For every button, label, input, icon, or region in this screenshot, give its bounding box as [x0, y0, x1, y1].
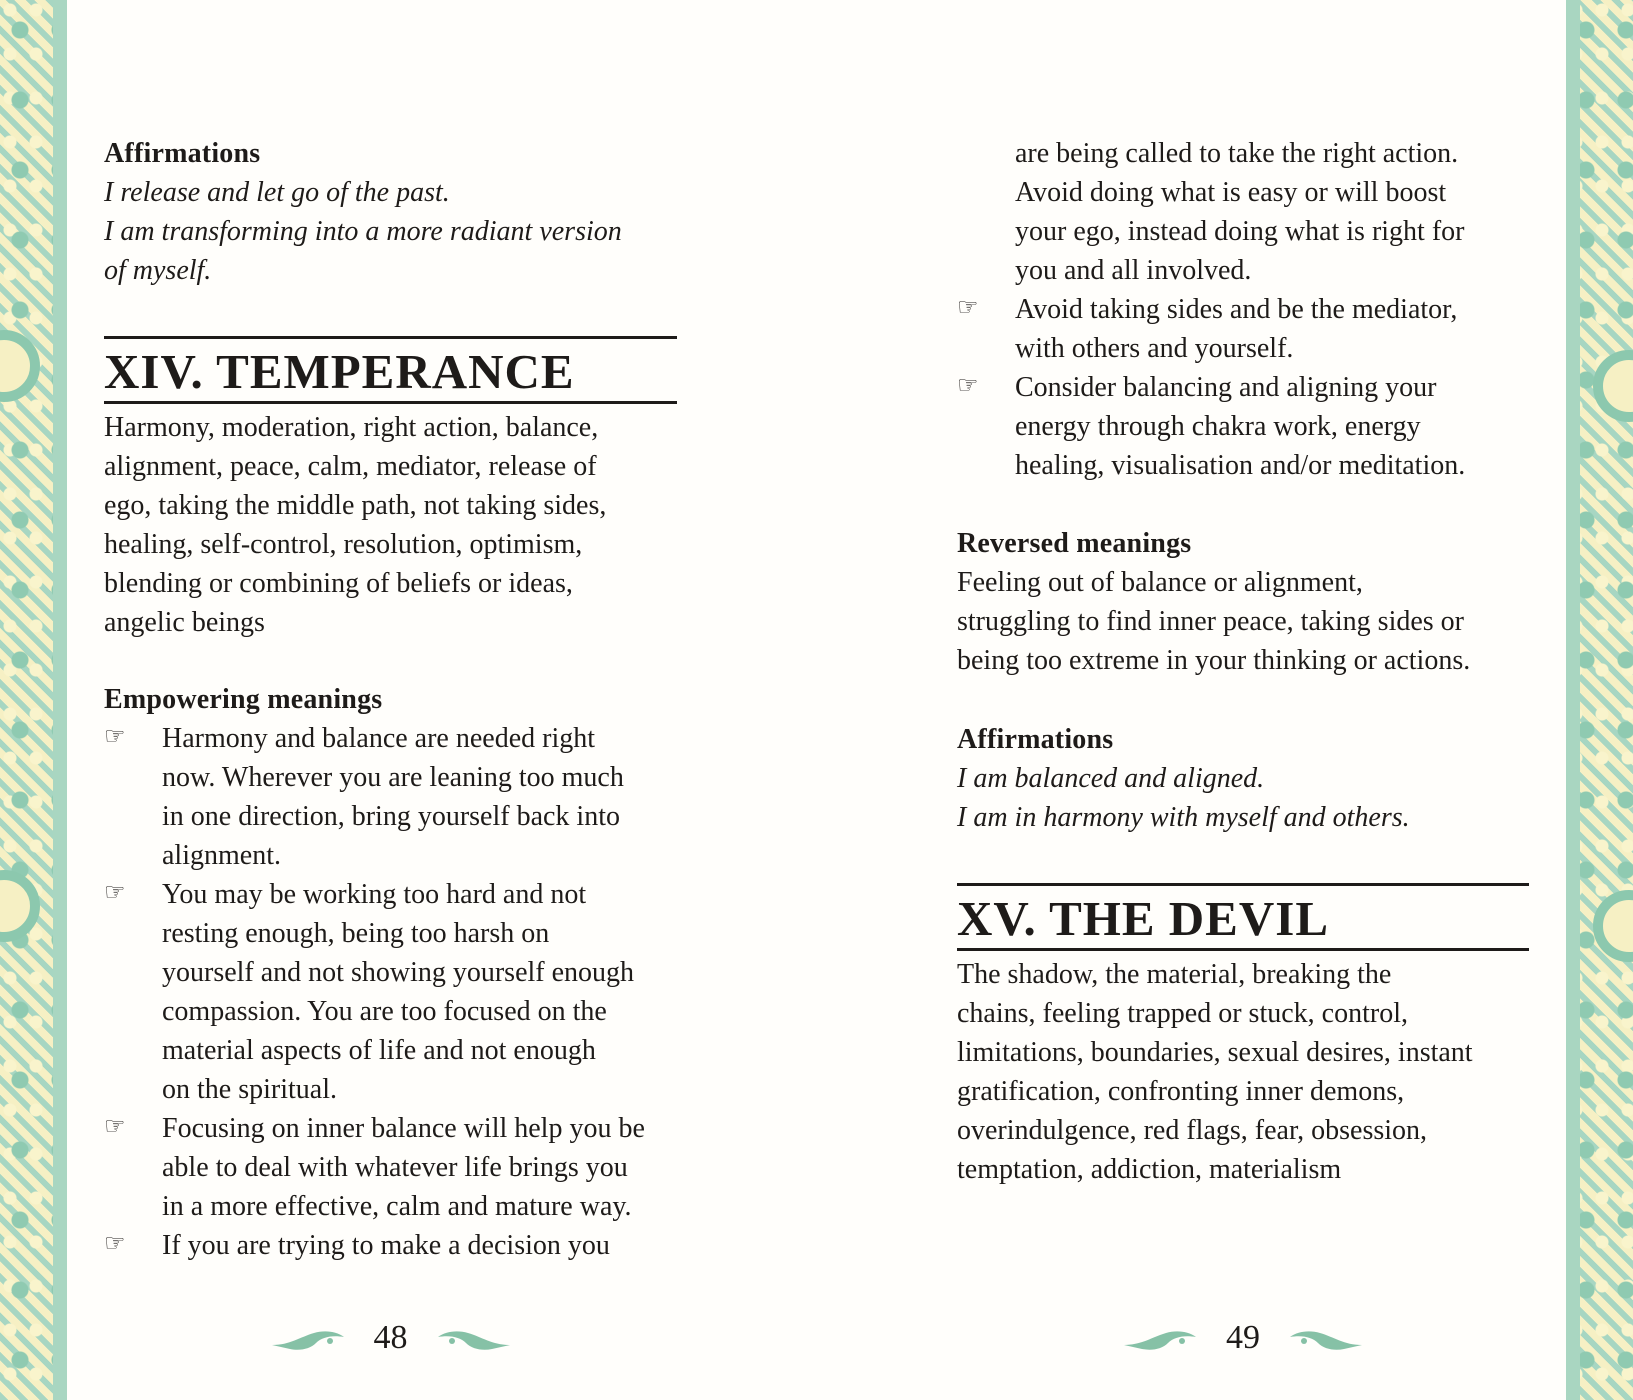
list-item: ☞ Focusing on inner balance will help you be able to deal with whatever life brings you in a more effective, calm and mature way. — [104, 1109, 677, 1226]
affirmations-heading: Affirmations — [957, 724, 1114, 755]
list-item: ☞ You may be working too hard and not resting enough, being too harsh on yourself and not showing yourself enough compassion. You are too focused on the material aspects of life and not enough on the spiritual. — [104, 875, 677, 1109]
page-number: 48 — [373, 1319, 408, 1356]
card-keywords — [104, 408, 677, 642]
affirmation-line: I am balanced and aligned. — [957, 763, 1265, 794]
reversed-section — [957, 524, 1529, 680]
right-damask-border — [1566, 0, 1633, 1400]
pointing-hand-icon: ☞ — [104, 1114, 126, 1140]
affirmations-block — [957, 720, 1529, 837]
leaf-flourish-icon — [1122, 1323, 1200, 1353]
affirmation-line: I am in harmony with myself and others. — [957, 802, 1410, 833]
list-item: ☞ Avoid taking sides and be the mediator, with others and yourself. — [957, 290, 1529, 368]
pointing-hand-icon: ☞ — [957, 295, 979, 321]
border-medallion — [0, 330, 40, 402]
list-item: ☞ If you are trying to make a decision you — [104, 1226, 677, 1265]
empowering-section — [104, 680, 677, 1265]
card-keywords — [957, 955, 1529, 1189]
reversed-line: Feeling out of balance or alignment, — [957, 567, 1363, 598]
empowering-list-continued — [957, 134, 1529, 485]
keywords-line: alignment, peace, calm, mediator, release of — [104, 451, 597, 482]
leaf-flourish-icon — [434, 1323, 512, 1353]
page-footer — [104, 1318, 677, 1358]
page-footer — [957, 1318, 1529, 1358]
keywords-line: temptation, addiction, materialism — [957, 1154, 1342, 1185]
pointing-hand-icon: ☞ — [104, 1231, 126, 1257]
pointing-hand-icon: ☞ — [957, 373, 979, 399]
keywords-line: chains, feeling trapped or stuck, control, — [957, 998, 1408, 1029]
border-medallion — [0, 870, 40, 942]
keywords-line: limitations, boundaries, sexual desires, instant — [957, 1037, 1473, 1068]
border-strip — [1566, 0, 1580, 1400]
list-item: ☞ Harmony and balance are needed right now. Wherever you are leaning too much in one direction, bring yourself back into alignment. — [104, 719, 677, 875]
keywords-line: blending or combining of beliefs or ideas, — [104, 568, 573, 599]
keywords-line: gratification, confronting inner demons, — [957, 1076, 1405, 1107]
affirmations-block — [104, 134, 677, 290]
border-strip — [53, 0, 67, 1400]
keywords-line: healing, self-control, resolution, optimism, — [104, 529, 583, 560]
empowering-list — [104, 719, 677, 1265]
empowering-heading: Empowering meanings — [104, 684, 383, 715]
left-page — [104, 0, 677, 1400]
left-damask-border — [0, 0, 67, 1400]
border-medallion — [1593, 350, 1633, 422]
affirmation-line: I am transforming into a more radiant version — [104, 216, 622, 247]
list-item: are being called to take the right action. Avoid doing what is easy or will boost your ego, instead doing what is right for you and all involved. — [1015, 138, 1465, 286]
pointing-hand-icon: ☞ — [104, 880, 126, 906]
affirmations-heading: Affirmations — [104, 138, 261, 169]
right-page — [957, 0, 1529, 1400]
keywords-line: overindulgence, red flags, fear, obsession, — [957, 1115, 1428, 1146]
affirmation-line: of myself. — [104, 255, 212, 286]
reversed-line: struggling to find inner peace, taking sides or — [957, 606, 1464, 637]
keywords-line: ego, taking the middle path, not taking sides, — [104, 490, 607, 521]
border-medallion — [1593, 890, 1633, 962]
keywords-line: angelic beings — [104, 607, 265, 638]
card-title: XIV. TEMPERANCE — [104, 336, 677, 404]
keywords-line: Harmony, moderation, right action, balance, — [104, 412, 599, 443]
leaf-flourish-icon — [270, 1323, 348, 1353]
keywords-line: The shadow, the material, breaking the — [957, 959, 1392, 990]
pointing-hand-icon: ☞ — [104, 724, 126, 750]
affirmation-line: I release and let go of the past. — [104, 177, 450, 208]
card-title: XV. THE DEVIL — [957, 883, 1529, 951]
list-item: ☞ Consider balancing and aligning your energy through chakra work, energy healing, visualisation and/or meditation. — [957, 368, 1529, 485]
leaf-flourish-icon — [1286, 1323, 1364, 1353]
page-number: 49 — [1226, 1319, 1260, 1356]
reversed-line: being too extreme in your thinking or actions. — [957, 645, 1471, 676]
reversed-heading: Reversed meanings — [957, 528, 1192, 559]
